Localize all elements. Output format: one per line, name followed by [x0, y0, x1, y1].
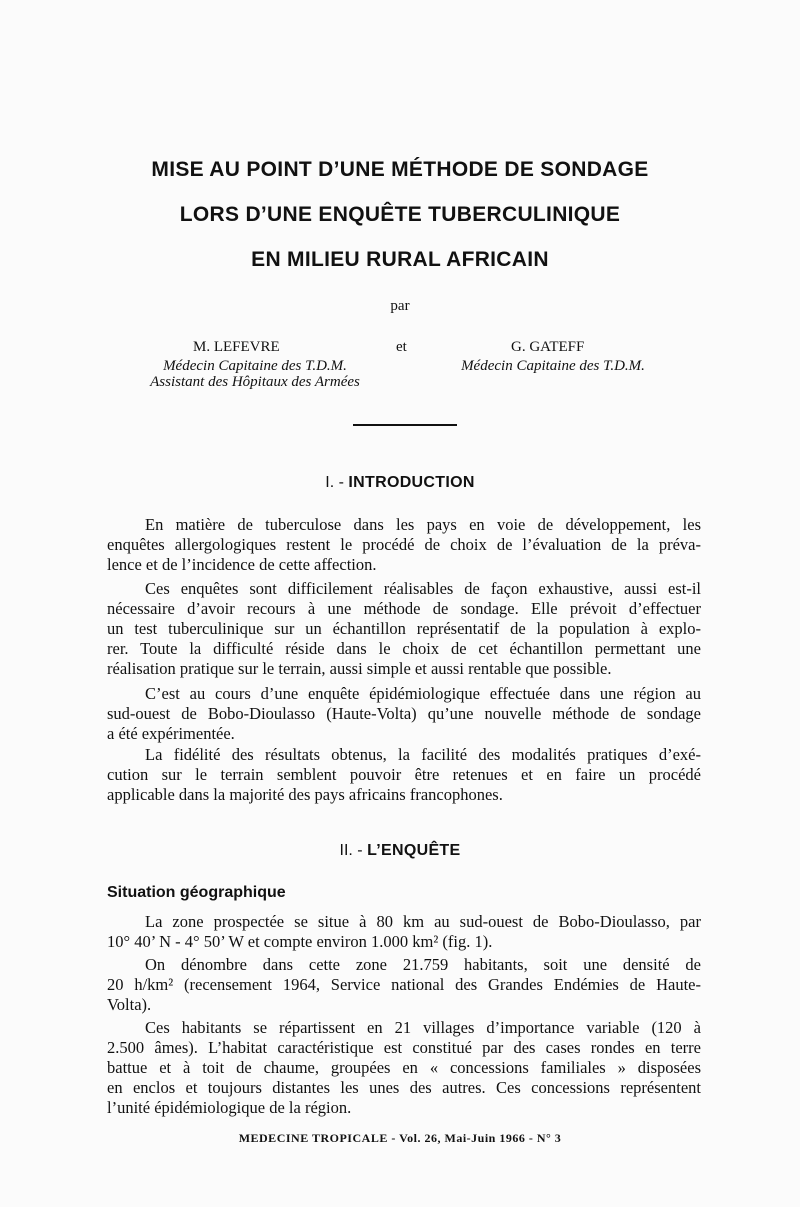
text-line: On dénombre dans cette zone 21.759 habitants, soit une densité de — [145, 955, 701, 974]
byline-par: par — [390, 298, 410, 314]
text-line: En matière de tuberculose dans les pays en voie de développement, les — [145, 515, 701, 534]
text-line: réalisation pratique sur le terrain, aussi simple et aussi rentable que possible. — [107, 659, 612, 678]
text-line: rer. Toute la difficulté réside dans le choix de cet échantillon permettant une — [107, 639, 701, 658]
text-line: l’unité épidémiologique de la région. — [107, 1098, 352, 1117]
text-line: un test tuberculinique sur un échantillon représentatif de la population à explo- — [107, 619, 701, 638]
text-line: nécessaire d’avoir recours à une méthode de sondage. Elle prévoit d’effectuer — [107, 599, 701, 618]
byline-et: et — [396, 339, 407, 355]
text-line: Volta). — [107, 995, 152, 1014]
subheading-situation: Situation géographique — [107, 884, 286, 901]
text-line: 10° 40’ N - 4° 50’ W et compte environ 1.000 km² (fig. 1). — [107, 932, 493, 951]
text-line: cution sur le terrain semblent pouvoir être retenues et en faire un procédé — [107, 765, 701, 784]
text-line: C’est au cours d’une enquête épidémiologique effectuée dans une région au — [145, 684, 701, 703]
section-number: II. - — [339, 842, 363, 859]
text-line: La fidélité des résultats obtenus, la facilité des modalités pratiques d’exé- — [145, 745, 701, 764]
text-line: en enclos et toujours distantes les unes des autres. Ces concessions représentent — [107, 1078, 701, 1097]
paragraph-4 — [107, 745, 701, 805]
text-line: 2.500 âmes). L’habitat caractéristique est constitué par des cases rondes en terre — [107, 1038, 701, 1057]
journal-footer: MEDECINE TROPICALE - Vol. 26, Mai-Juin 1966 - N° 3 — [238, 1131, 562, 1145]
paragraph-2 — [107, 579, 701, 679]
author-2-name: G. GATEFF — [511, 339, 585, 355]
paragraph-6 — [107, 955, 701, 1015]
text-line: applicable dans la majorité des pays africains francophones. — [107, 785, 503, 804]
text-line: enquêtes allergologiques restent le procédé de choix de l’évaluation de la préva- — [107, 535, 701, 554]
paragraph-7 — [107, 1018, 701, 1118]
paragraph-3 — [107, 684, 701, 744]
text-line: Ces habitants se répartissent en 21 villages d’importance variable (120 à — [145, 1018, 701, 1037]
paragraph-1 — [107, 515, 701, 575]
author-1-name: M. LEFEVRE — [193, 339, 280, 355]
separator-rule — [353, 424, 457, 426]
section-heading-enquete — [0, 842, 800, 860]
section-number: I. - — [325, 474, 344, 491]
section-title: L’ENQUÊTE — [367, 842, 461, 859]
title-line-2: LORS D’UNE ENQUÊTE TUBERCULINIQUE — [179, 203, 621, 226]
text-line: battue et à toit de chaume, groupées en « concessions familiales » disposées — [107, 1058, 701, 1077]
author-2-affiliation — [448, 358, 658, 374]
title-line-1: MISE AU POINT D’UNE MÉTHODE DE SONDAGE — [151, 158, 649, 181]
text-line: sud-ouest de Bobo-Dioulasso (Haute-Volta) qu’une nouvelle méthode de sondage — [107, 704, 701, 723]
author-1-affil-line-1: Médecin Capitaine des T.D.M. — [163, 358, 347, 374]
text-line: La zone prospectée se situe à 80 km au sud-ouest de Bobo-Dioulasso, par — [145, 912, 701, 931]
section-title: INTRODUCTION — [348, 474, 475, 491]
author-2-affil-line-1: Médecin Capitaine des T.D.M. — [461, 358, 645, 374]
author-1-affil-line-2: Assistant des Hôpitaux des Armées — [150, 374, 360, 390]
author-1-affiliation — [130, 358, 380, 390]
section-heading-introduction — [0, 474, 800, 492]
text-line: 20 h/km² (recensement 1964, Service national des Grandes Endémies de Haute- — [107, 975, 701, 994]
text-line: lence et de l’incidence de cette affection. — [107, 555, 377, 574]
paragraph-5 — [107, 912, 701, 952]
text-line: Ces enquêtes sont difficilement réalisables de façon exhaustive, aussi est-il — [145, 579, 701, 598]
title-line-3: EN MILIEU RURAL AFRICAIN — [251, 248, 549, 271]
text-line: a été expérimentée. — [107, 724, 235, 743]
